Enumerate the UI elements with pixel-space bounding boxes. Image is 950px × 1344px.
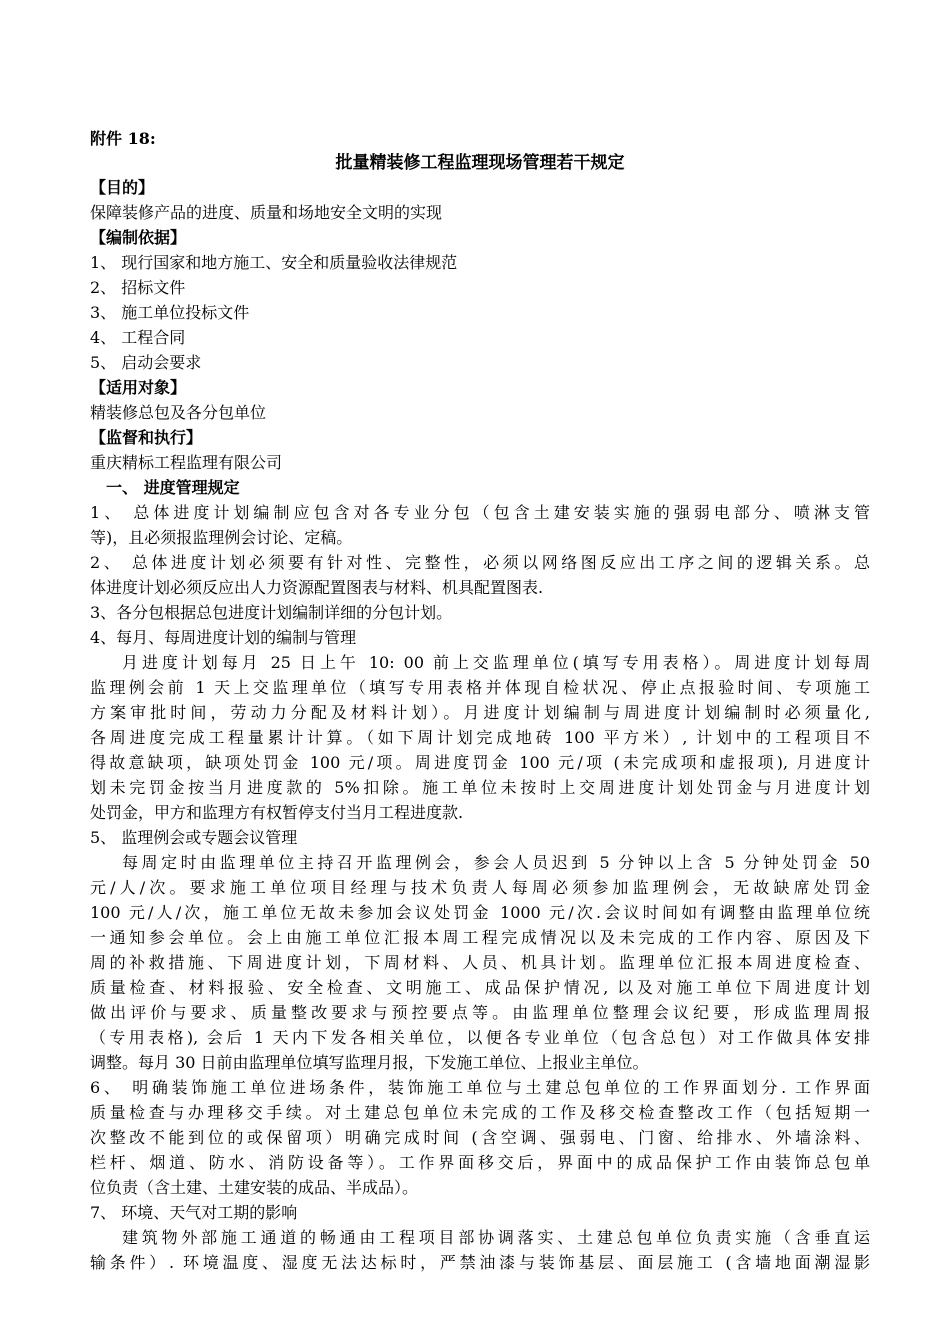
text-line: 等)，且必须报监理例会讨论、定稿。 (90, 528, 353, 547)
section-heading: 一、 进度管理规定 (106, 478, 240, 497)
document-body (90, 175, 870, 1275)
text-line: 输条件）. 环境温度、湿度无法达标时，严禁油漆与装饰基层、面层施工 (含墙地面潮湿影 (90, 1253, 870, 1272)
section-heading: 【目的】 (90, 178, 155, 197)
text-line: 7、 环境、天气对工期的影响 (90, 1203, 298, 1222)
text-line: 5、 监理例会或专题会议管理 (90, 828, 298, 847)
text-line: 2、 招标文件 (90, 278, 186, 297)
text-line: 4、每月、每周进度计划的编制与管理 (90, 628, 357, 647)
section-heading: 【编制依据】 (90, 228, 187, 247)
text-line: 做出评价与要求、质量整改要求与预控要点等。由监理单位整理会议纪要，形成监理周报 (90, 1003, 870, 1022)
section-heading: 【监督和执行】 (90, 428, 203, 447)
text-line: 一通知参会单位。会上由施工单位汇报本周工程完成情况以及未完成的工作内容、原因及下 (90, 928, 870, 947)
document-title: 批量精装修工程监理现场管理若干规定 (335, 153, 625, 173)
text-line: 划未完罚金按当月进度款的 5%扣除。施工单位未按时上交周进度计划处罚金与月进度计划 (90, 778, 870, 797)
text-line: 方案审批时间，劳动力分配及材料计划）。月进度计划编制与周进度计划编制时必须量化, (90, 703, 870, 722)
text-line: 调整。每月 30 日前由监理单位填写监理月报，下发施工单位、上报业主单位。 (90, 1053, 649, 1072)
text-line: 得故意缺项，缺项处罚金 100 元/项。周进度罚金 100 元/项 (未完成项和虚报项), 月进度计 (90, 753, 870, 772)
text-line: 各周进度完成工程量累计计算。（如下周计划完成地砖 100 平方米）, 计划中的工程项目不 (90, 728, 870, 747)
text-line: 6、 明确装饰施工单位进场条件，装饰施工单位与土建总包单位的工作界面划分. 工作界面 (90, 1078, 870, 1097)
text-line: 元/人/次。要求施工单位项目经理与技术负责人每周必须参加监理例会，无故缺席处罚金 (90, 878, 870, 897)
text-line: 次整改不能到位的或保留项）明确完成时间 (含空调、强弱电、门窗、给排水、外墙涂料、 (90, 1128, 870, 1147)
section-heading: 【适用对象】 (90, 378, 187, 397)
text-line: 每周定时由监理单位主持召开监理例会，参会人员迟到 5 分钟以上含 5 分钟处罚金 50 (122, 853, 870, 872)
text-line: 体进度计划必须反应出人力资源配置图表与材料、机具配置图表. (90, 578, 544, 597)
text-line: 100 元/人/次，施工单位无故未参加会议处罚金 1000 元/次.会议时间如有调整由监理单位统 (90, 903, 870, 922)
text-line: 5、 启动会要求 (90, 353, 202, 372)
text-line: 周的补救措施、下周进度计划，下周材料、人员、机具计划。监理单位汇报本周进度检查、 (90, 953, 870, 972)
text-line: 质量检查与办理移交手续。对土建总包单位未完成的工作及移交检查整改工作（包括短期一 (90, 1103, 870, 1122)
text-line: 监理例会前 1 天上交监理单位（填写专用表格并体现自检状况、停止点报验时间、专项施工 (90, 678, 870, 697)
text-line: 精装修总包及各分包单位 (90, 403, 267, 422)
text-line: 位负责（含土建、土建安装的成品、半成品）。 (90, 1178, 419, 1197)
text-line: 重庆精标工程监理有限公司 (90, 453, 283, 472)
text-line: 2、 总体进度计划必须要有针对性、完整性，必须以网络图反应出工序之间的逻辑关系。总 (90, 553, 870, 572)
text-line: 栏杆、烟道、防水、消防设备等）。工作界面移交后，界面中的成品保护工作由装饰总包单 (90, 1153, 870, 1172)
text-line: 建筑物外部施工通道的畅通由工程项目部协调落实、土建总包单位负责实施（含垂直运 (122, 1228, 870, 1247)
text-line: 3、 施工单位投标文件 (90, 303, 250, 322)
text-line: 4、 工程合同 (90, 328, 186, 347)
text-line: 1、 总体进度计划编制应包含对各专业分包（包含土建安装实施的强弱电部分、喷淋支管 (90, 503, 870, 522)
text-line: 1、 现行国家和地方施工、安全和质量验收法律规范 (90, 253, 458, 272)
text-line: 月进度计划每月 25 日上午 10: 00 前上交监理单位(填写专用表格）。周进度计划每周 (122, 653, 870, 672)
text-line: 处罚金，甲方和监理方有权暂停支付当月工程进度款. (90, 803, 464, 822)
text-line: 保障装修产品的进度、质量和场地安全文明的实现 (90, 203, 443, 222)
text-line: （专用表格), 会后 1 天内下发各相关单位，以便各专业单位（包含总包）对工作做具体安排 (90, 1028, 870, 1047)
text-line: 3、各分包根据总包进度计划编制详细的分包计划。 (90, 603, 453, 622)
text-line: 质量检查、材料报验、安全检查、文明施工、成品保护情况, 以及对施工单位下周进度计划 (90, 978, 870, 997)
attachment-label: 附件 18: (90, 129, 156, 148)
